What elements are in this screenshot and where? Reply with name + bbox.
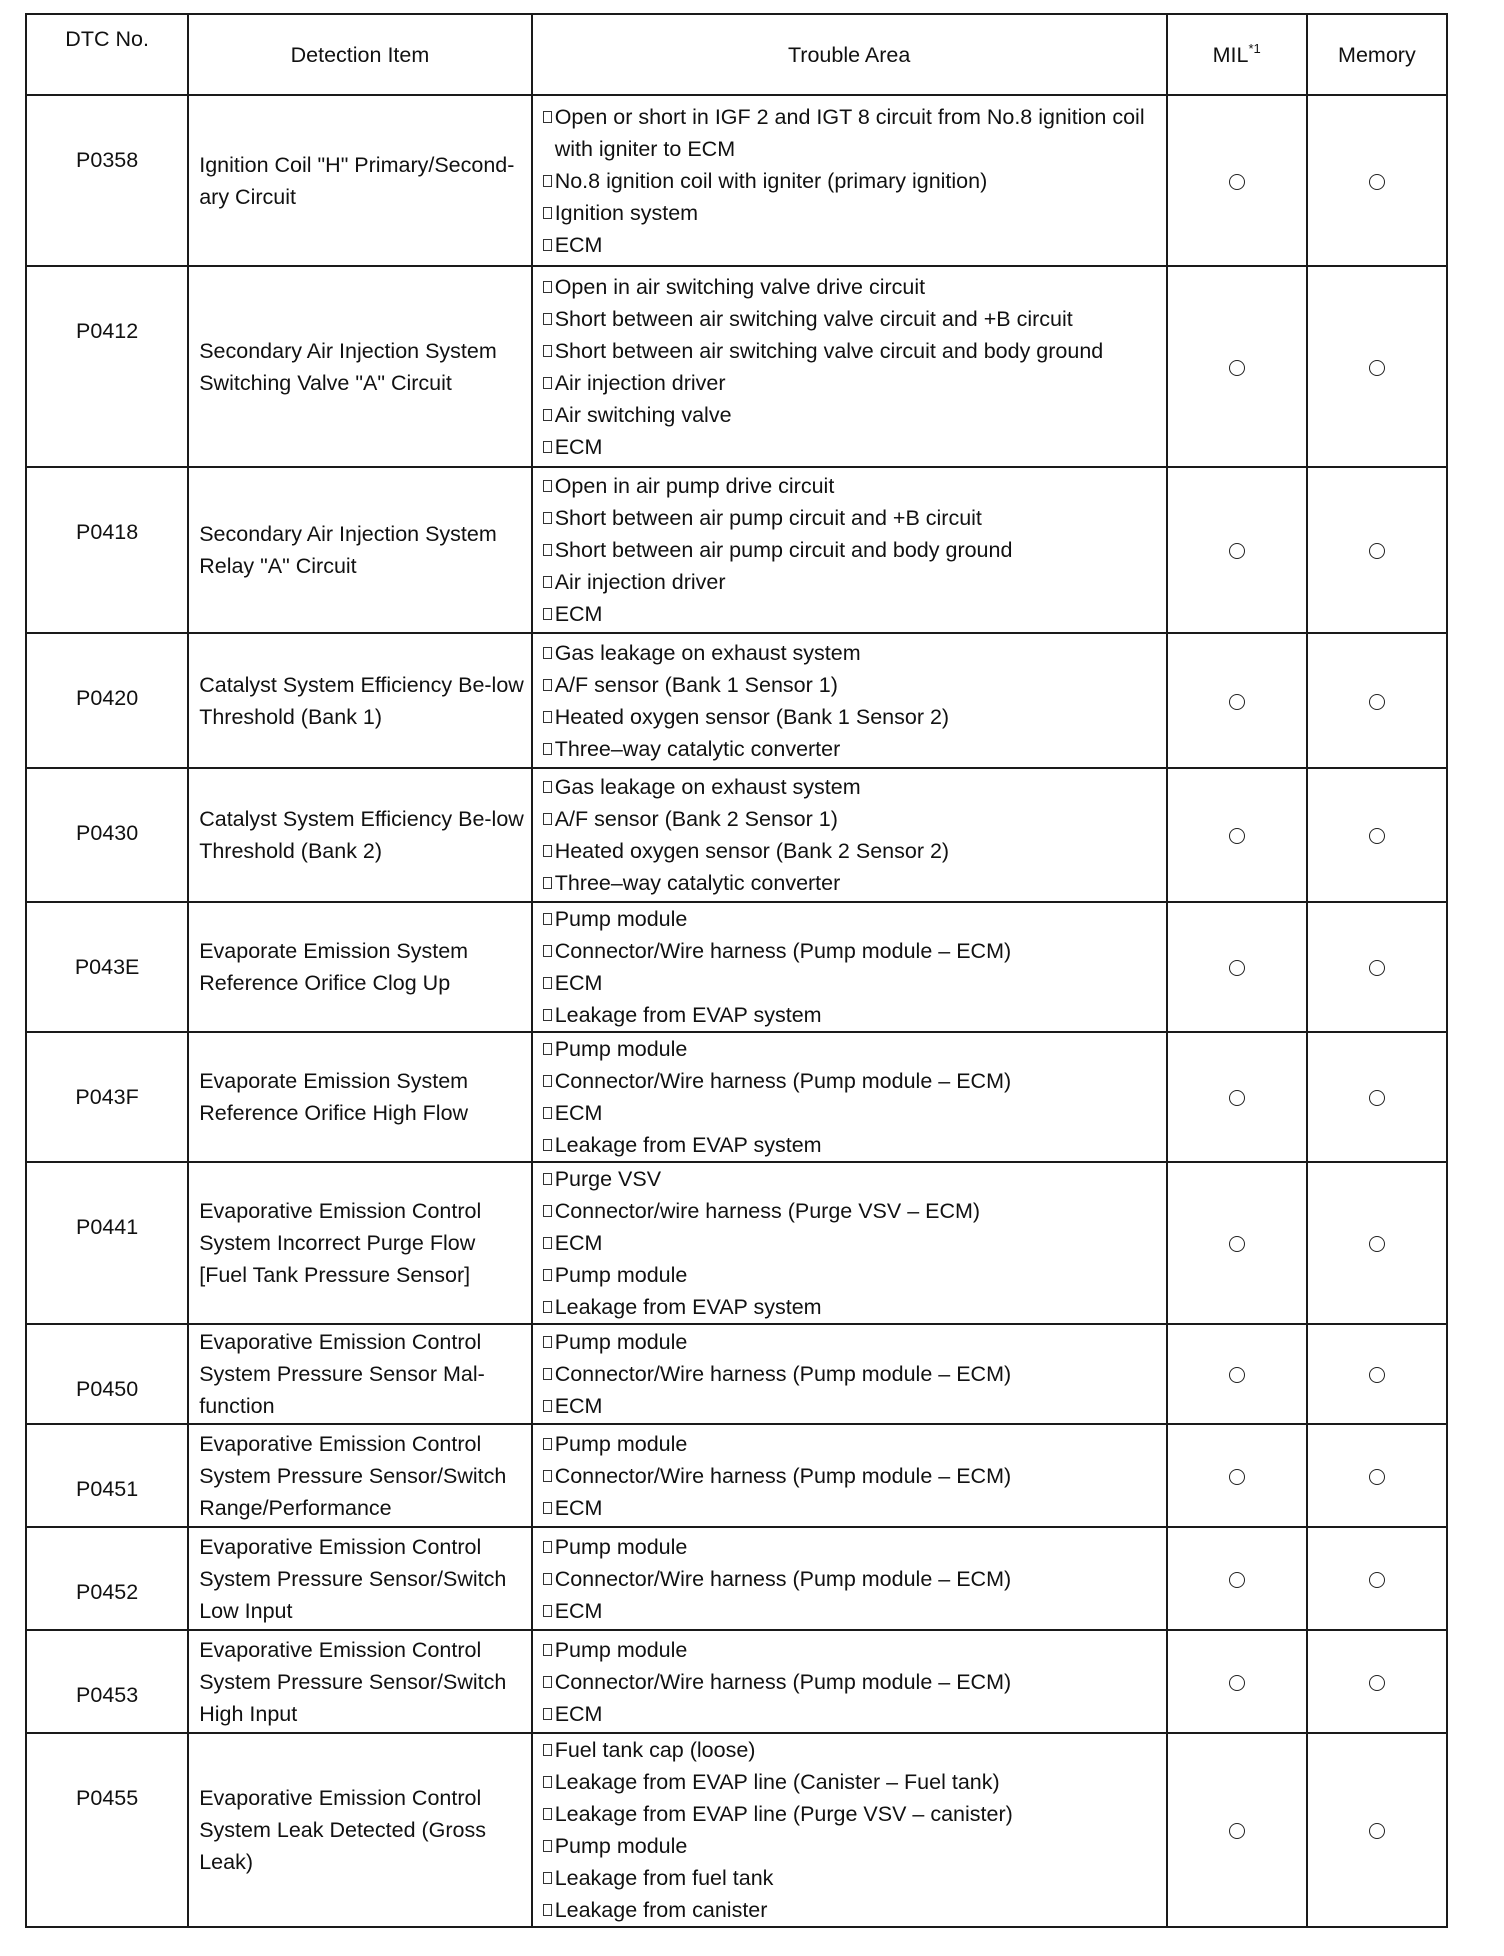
table-row bbox=[26, 95, 1447, 266]
checkbox-square-icon bbox=[543, 1075, 552, 1087]
checkbox-square-icon bbox=[543, 111, 552, 123]
trouble-area-text: Air injection driver bbox=[554, 570, 726, 594]
circle-icon bbox=[1229, 543, 1245, 559]
detection-item: Catalyst System Efficiency Be-low Threshold (Bank 1) bbox=[188, 633, 531, 768]
trouble-area-list bbox=[532, 266, 1167, 467]
trouble-area-item bbox=[543, 867, 1158, 899]
trouble-area-item bbox=[543, 835, 1158, 867]
trouble-area-text: Gas leakage on exhaust system bbox=[554, 640, 861, 665]
circle-icon bbox=[1369, 1090, 1385, 1106]
table-row bbox=[26, 1032, 1447, 1162]
mil-cell bbox=[1167, 1324, 1307, 1424]
trouble-area-item bbox=[543, 1666, 1158, 1698]
trouble-area-list bbox=[532, 633, 1167, 768]
trouble-area-text: Connector/Wire harness (Pump module – ECM) bbox=[554, 1463, 1012, 1488]
header-dtc-no: DTC No. bbox=[26, 14, 188, 95]
dtc-code: P0420 bbox=[26, 633, 188, 768]
dtc-code: P0453 bbox=[26, 1630, 188, 1733]
trouble-area-item bbox=[543, 1734, 1158, 1766]
circle-icon bbox=[1229, 960, 1245, 976]
detection-item: Evaporate Emission System Reference Orifice Clog Up bbox=[188, 902, 531, 1032]
trouble-area-text: Leakage from EVAP system bbox=[554, 1133, 822, 1157]
trouble-area-text: Pump module bbox=[554, 1834, 688, 1858]
trouble-area-item bbox=[543, 1798, 1158, 1830]
circle-icon bbox=[1229, 174, 1245, 190]
checkbox-square-icon bbox=[543, 1644, 552, 1656]
checkbox-square-icon bbox=[543, 1744, 552, 1756]
trouble-area-text: ECM bbox=[554, 602, 603, 626]
checkbox-square-icon bbox=[543, 1541, 552, 1553]
checkbox-square-icon bbox=[543, 1573, 552, 1585]
detection-item: Evaporative Emission Control System Pressure Sensor/Switch Range/Performance bbox=[188, 1424, 531, 1527]
checkbox-square-icon bbox=[543, 544, 552, 556]
checkbox-square-icon bbox=[543, 175, 552, 187]
memory-cell bbox=[1307, 1630, 1447, 1733]
trouble-area-item bbox=[543, 1830, 1158, 1862]
header-memory: Memory bbox=[1307, 14, 1447, 95]
trouble-area-text: Pump module bbox=[554, 1037, 688, 1061]
checkbox-square-icon bbox=[543, 813, 552, 825]
trouble-area-text: Open in air pump drive circuit bbox=[554, 474, 835, 498]
trouble-area-item bbox=[543, 1563, 1158, 1595]
trouble-area-list bbox=[532, 902, 1167, 1032]
memory-cell bbox=[1307, 1527, 1447, 1630]
trouble-area-item bbox=[543, 431, 1158, 463]
checkbox-square-icon bbox=[543, 480, 552, 492]
table-row bbox=[26, 1324, 1447, 1424]
dtc-code: P043F bbox=[26, 1032, 188, 1162]
trouble-area-list bbox=[532, 1424, 1167, 1527]
checkbox-square-icon bbox=[543, 743, 552, 755]
trouble-area-text: Connector/Wire harness (Pump module – ECM) bbox=[554, 1566, 1012, 1591]
circle-icon bbox=[1229, 1367, 1245, 1383]
trouble-area-item bbox=[543, 502, 1158, 534]
trouble-area-text: Connector/Wire harness (Pump module – ECM) bbox=[554, 1362, 1012, 1386]
circle-icon bbox=[1369, 174, 1385, 190]
trouble-area-text: Three–way catalytic converter bbox=[554, 871, 841, 895]
circle-icon bbox=[1229, 360, 1245, 376]
checkbox-square-icon bbox=[543, 1301, 552, 1313]
trouble-area-item bbox=[543, 470, 1158, 502]
circle-icon bbox=[1229, 1236, 1245, 1252]
dtc-code: P0452 bbox=[26, 1527, 188, 1630]
circle-icon bbox=[1369, 1823, 1385, 1839]
trouble-area-item bbox=[543, 1634, 1158, 1666]
detection-item: Catalyst System Efficiency Be-low Threshold (Bank 2) bbox=[188, 768, 531, 902]
memory-cell bbox=[1307, 1733, 1447, 1927]
detection-item: Evaporative Emission Control System Pressure Sensor/Switch Low Input bbox=[188, 1527, 531, 1630]
trouble-area-item bbox=[543, 701, 1158, 733]
circle-icon bbox=[1369, 1367, 1385, 1383]
trouble-area-item bbox=[543, 1065, 1158, 1097]
trouble-area-text: Connector/Wire harness (Pump module – ECM) bbox=[554, 939, 1012, 963]
checkbox-square-icon bbox=[543, 409, 552, 421]
dtc-code: P043E bbox=[26, 902, 188, 1032]
checkbox-square-icon bbox=[543, 377, 552, 389]
checkbox-square-icon bbox=[543, 1107, 552, 1119]
checkbox-square-icon bbox=[543, 1904, 552, 1916]
trouble-area-text: ECM bbox=[554, 434, 603, 459]
trouble-area-text: Fuel tank cap (loose) bbox=[554, 1738, 756, 1762]
circle-icon bbox=[1369, 960, 1385, 976]
dtc-code: P0430 bbox=[26, 768, 188, 902]
trouble-area-item bbox=[543, 1460, 1158, 1492]
checkbox-square-icon bbox=[543, 1043, 552, 1055]
trouble-area-text: A/F sensor (Bank 2 Sensor 1) bbox=[554, 807, 838, 831]
trouble-area-text: Connector/Wire harness (Pump module – ECM) bbox=[554, 1069, 1012, 1093]
detection-item: Evaporative Emission Control System Pressure Sensor/Switch High Input bbox=[188, 1630, 531, 1733]
checkbox-square-icon bbox=[543, 1139, 552, 1151]
checkbox-square-icon bbox=[543, 877, 552, 889]
trouble-area-text: Leakage from EVAP line (Canister – Fuel tank) bbox=[554, 1770, 1000, 1794]
dtc-code: P0450 bbox=[26, 1324, 188, 1424]
trouble-area-item bbox=[543, 935, 1158, 967]
trouble-area-text: Gas leakage on exhaust system bbox=[554, 775, 861, 799]
header-trouble-area: Trouble Area bbox=[532, 14, 1167, 95]
trouble-area-item bbox=[543, 1390, 1158, 1422]
trouble-area-text: ECM bbox=[554, 1495, 603, 1520]
trouble-area-item bbox=[543, 101, 1158, 165]
trouble-area-item bbox=[543, 903, 1158, 935]
trouble-area-text: Short between air switching valve circuit and +B circuit bbox=[554, 306, 1073, 331]
trouble-area-text: A/F sensor (Bank 1 Sensor 1) bbox=[554, 672, 838, 697]
memory-cell bbox=[1307, 1162, 1447, 1324]
trouble-area-item bbox=[543, 1227, 1158, 1259]
trouble-area-item bbox=[543, 197, 1158, 229]
memory-cell bbox=[1307, 1324, 1447, 1424]
trouble-area-item bbox=[543, 1291, 1158, 1323]
trouble-area-text: Leakage from EVAP system bbox=[554, 1003, 822, 1027]
table-row bbox=[26, 1630, 1447, 1733]
table-row bbox=[26, 467, 1447, 633]
dtc-code: P0358 bbox=[26, 95, 188, 266]
trouble-area-item bbox=[543, 1163, 1158, 1195]
checkbox-square-icon bbox=[543, 1009, 552, 1021]
trouble-area-item bbox=[543, 1766, 1158, 1798]
trouble-area-text: Air switching valve bbox=[554, 402, 732, 427]
memory-cell bbox=[1307, 902, 1447, 1032]
circle-icon bbox=[1369, 828, 1385, 844]
trouble-area-list bbox=[532, 1527, 1167, 1630]
dtc-code: P0451 bbox=[26, 1424, 188, 1527]
trouble-area-text: Pump module bbox=[554, 1534, 688, 1559]
trouble-area-text: ECM bbox=[554, 1394, 603, 1418]
memory-cell bbox=[1307, 633, 1447, 768]
trouble-area-list bbox=[532, 1733, 1167, 1927]
circle-icon bbox=[1369, 1469, 1385, 1485]
trouble-area-text: ECM bbox=[554, 1701, 603, 1726]
memory-cell bbox=[1307, 95, 1447, 266]
trouble-area-item bbox=[543, 1033, 1158, 1065]
detection-item: Evaporative Emission Control System Incorrect Purge Flow [Fuel Tank Pressure Sensor] bbox=[188, 1162, 531, 1324]
mil-cell bbox=[1167, 1527, 1307, 1630]
checkbox-square-icon bbox=[543, 977, 552, 989]
trouble-area-item bbox=[543, 303, 1158, 335]
trouble-area-item bbox=[543, 999, 1158, 1031]
trouble-area-item bbox=[543, 1428, 1158, 1460]
checkbox-square-icon bbox=[543, 711, 552, 723]
trouble-area-text: Pump module bbox=[554, 1330, 688, 1354]
circle-icon bbox=[1369, 1236, 1385, 1252]
table-header-row bbox=[26, 14, 1447, 95]
mil-cell bbox=[1167, 1032, 1307, 1162]
checkbox-square-icon bbox=[543, 1502, 552, 1514]
mil-cell bbox=[1167, 1630, 1307, 1733]
trouble-area-list bbox=[532, 467, 1167, 633]
trouble-area-item bbox=[543, 271, 1158, 303]
trouble-area-text: Connector/Wire harness (Pump module – ECM) bbox=[554, 1669, 1012, 1694]
trouble-area-item bbox=[543, 733, 1158, 765]
checkbox-square-icon bbox=[543, 608, 552, 620]
detection-item: Evaporative Emission Control System Leak Detected (Gross Leak) bbox=[188, 1733, 531, 1927]
table-row bbox=[26, 1733, 1447, 1927]
trouble-area-text: ECM bbox=[554, 232, 603, 257]
header-mil: MIL$^{*1}$ bbox=[1167, 14, 1307, 95]
dtc-code: P0412 bbox=[26, 266, 188, 467]
trouble-area-text: Pump module bbox=[554, 907, 688, 931]
trouble-area-list bbox=[532, 1630, 1167, 1733]
checkbox-square-icon bbox=[543, 845, 552, 857]
trouble-area-text: Short between air pump circuit and body ground bbox=[554, 538, 1013, 562]
trouble-area-text: Open or short in IGF 2 and IGT 8 circuit from No.8 ignition coil with igniter to ECM bbox=[554, 104, 1145, 161]
circle-icon bbox=[1229, 1572, 1245, 1588]
trouble-area-text: Leakage from EVAP line (Purge VSV – canister) bbox=[554, 1802, 1013, 1826]
trouble-area-text: Heated oxygen sensor (Bank 2 Sensor 2) bbox=[554, 839, 950, 863]
checkbox-square-icon bbox=[543, 1173, 552, 1185]
trouble-area-text: Pump module bbox=[554, 1431, 688, 1456]
trouble-area-item bbox=[543, 335, 1158, 367]
trouble-area-list bbox=[532, 768, 1167, 902]
table-row bbox=[26, 1424, 1447, 1527]
trouble-area-item bbox=[543, 1358, 1158, 1390]
circle-icon bbox=[1369, 543, 1385, 559]
trouble-area-list bbox=[532, 1162, 1167, 1324]
dtc-code: P0455 bbox=[26, 1733, 188, 1927]
checkbox-square-icon bbox=[543, 781, 552, 793]
circle-icon bbox=[1229, 1090, 1245, 1106]
trouble-area-text: Leakage from fuel tank bbox=[554, 1866, 774, 1890]
trouble-area-item bbox=[543, 165, 1158, 197]
trouble-area-text: Leakage from EVAP system bbox=[554, 1295, 822, 1319]
circle-icon bbox=[1369, 1675, 1385, 1691]
checkbox-square-icon bbox=[543, 1872, 552, 1884]
table-row bbox=[26, 1527, 1447, 1630]
detection-item: Evaporative Emission Control System Pressure Sensor Mal-function bbox=[188, 1324, 531, 1424]
trouble-area-text: ECM bbox=[554, 1598, 603, 1623]
checkbox-square-icon bbox=[543, 679, 552, 691]
trouble-area-item bbox=[543, 399, 1158, 431]
table-row bbox=[26, 266, 1447, 467]
circle-icon bbox=[1369, 1572, 1385, 1588]
checkbox-square-icon bbox=[543, 239, 552, 251]
checkbox-square-icon bbox=[543, 1605, 552, 1617]
memory-cell bbox=[1307, 768, 1447, 902]
checkbox-square-icon bbox=[543, 1708, 552, 1720]
trouble-area-item bbox=[543, 1259, 1158, 1291]
checkbox-square-icon bbox=[543, 1840, 552, 1852]
trouble-area-text: Connector/wire harness (Purge VSV – ECM) bbox=[554, 1199, 981, 1223]
checkbox-square-icon bbox=[543, 1438, 552, 1450]
table-row bbox=[26, 633, 1447, 768]
checkbox-square-icon bbox=[543, 441, 552, 453]
circle-icon bbox=[1229, 1675, 1245, 1691]
checkbox-square-icon bbox=[543, 1808, 552, 1820]
dtc-table bbox=[25, 13, 1448, 1928]
trouble-area-item bbox=[543, 803, 1158, 835]
trouble-area-text: Short between air switching valve circuit and body ground bbox=[554, 338, 1104, 363]
dtc-code: P0418 bbox=[26, 467, 188, 633]
mil-cell bbox=[1167, 768, 1307, 902]
trouble-area-list bbox=[532, 95, 1167, 266]
trouble-area-item bbox=[543, 598, 1158, 630]
trouble-area-item bbox=[543, 967, 1158, 999]
checkbox-square-icon bbox=[543, 945, 552, 957]
trouble-area-item bbox=[543, 1326, 1158, 1358]
checkbox-square-icon bbox=[543, 1400, 552, 1412]
checkbox-square-icon bbox=[543, 913, 552, 925]
trouble-area-item bbox=[543, 367, 1158, 399]
trouble-area-item bbox=[543, 1195, 1158, 1227]
trouble-area-item bbox=[543, 669, 1158, 701]
trouble-area-item bbox=[543, 1894, 1158, 1926]
checkbox-square-icon bbox=[543, 1205, 552, 1217]
trouble-area-text: Air injection driver bbox=[554, 370, 726, 395]
trouble-area-item bbox=[543, 637, 1158, 669]
checkbox-square-icon bbox=[543, 313, 552, 325]
checkbox-square-icon bbox=[543, 1237, 552, 1249]
mil-footnote-mark: *1 bbox=[1248, 40, 1261, 56]
mil-cell bbox=[1167, 467, 1307, 633]
trouble-area-item bbox=[543, 1698, 1158, 1730]
checkbox-square-icon bbox=[543, 1776, 552, 1788]
trouble-area-text: Leakage from canister bbox=[554, 1898, 768, 1922]
circle-icon bbox=[1229, 1469, 1245, 1485]
checkbox-square-icon bbox=[543, 1368, 552, 1380]
table-row bbox=[26, 768, 1447, 902]
trouble-area-text: Purge VSV bbox=[554, 1167, 662, 1191]
circle-icon bbox=[1229, 828, 1245, 844]
trouble-area-list bbox=[532, 1324, 1167, 1424]
trouble-area-text: Pump module bbox=[554, 1263, 688, 1287]
circle-icon bbox=[1369, 694, 1385, 710]
memory-cell bbox=[1307, 1424, 1447, 1527]
memory-cell bbox=[1307, 266, 1447, 467]
mil-cell bbox=[1167, 1733, 1307, 1927]
trouble-area-text: Ignition system bbox=[554, 200, 699, 225]
trouble-area-item bbox=[543, 1492, 1158, 1524]
memory-cell bbox=[1307, 467, 1447, 633]
checkbox-square-icon bbox=[543, 576, 552, 588]
detection-item: Ignition Coil "H" Primary/Second-ary Circuit bbox=[188, 95, 531, 266]
trouble-area-text: No.8 ignition coil with igniter (primary ignition) bbox=[554, 168, 988, 193]
trouble-area-item bbox=[543, 1129, 1158, 1161]
mil-cell bbox=[1167, 902, 1307, 1032]
mil-cell bbox=[1167, 1424, 1307, 1527]
detection-item: Secondary Air Injection System Relay "A" Circuit bbox=[188, 467, 531, 633]
checkbox-square-icon bbox=[543, 1336, 552, 1348]
checkbox-square-icon bbox=[543, 281, 552, 293]
trouble-area-item bbox=[543, 1531, 1158, 1563]
circle-icon bbox=[1369, 360, 1385, 376]
header-detection-item: Detection Item bbox=[188, 14, 531, 95]
trouble-area-text: Three–way catalytic converter bbox=[554, 736, 841, 761]
mil-cell bbox=[1167, 1162, 1307, 1324]
table-row bbox=[26, 902, 1447, 1032]
trouble-area-list bbox=[532, 1032, 1167, 1162]
checkbox-square-icon bbox=[543, 647, 552, 659]
trouble-area-item bbox=[543, 229, 1158, 261]
dtc-code: P0441 bbox=[26, 1162, 188, 1324]
trouble-area-item bbox=[543, 1595, 1158, 1627]
trouble-area-text: ECM bbox=[554, 971, 603, 995]
trouble-area-text: ECM bbox=[554, 1101, 603, 1125]
trouble-area-item bbox=[543, 534, 1158, 566]
trouble-area-text: ECM bbox=[554, 1231, 603, 1255]
memory-cell bbox=[1307, 1032, 1447, 1162]
trouble-area-text: Short between air pump circuit and +B circuit bbox=[554, 506, 982, 530]
trouble-area-item bbox=[543, 1097, 1158, 1129]
mil-cell bbox=[1167, 266, 1307, 467]
checkbox-square-icon bbox=[543, 1470, 552, 1482]
checkbox-square-icon bbox=[543, 1676, 552, 1688]
mil-cell bbox=[1167, 633, 1307, 768]
checkbox-square-icon bbox=[543, 512, 552, 524]
table-row bbox=[26, 1162, 1447, 1324]
trouble-area-text: Pump module bbox=[554, 1637, 688, 1662]
trouble-area-item bbox=[543, 1862, 1158, 1894]
trouble-area-item bbox=[543, 771, 1158, 803]
detection-item: Evaporate Emission System Reference Orifice High Flow bbox=[188, 1032, 531, 1162]
circle-icon bbox=[1229, 694, 1245, 710]
trouble-area-text: Heated oxygen sensor (Bank 1 Sensor 2) bbox=[554, 704, 950, 729]
circle-icon bbox=[1229, 1823, 1245, 1839]
mil-cell bbox=[1167, 95, 1307, 266]
trouble-area-item bbox=[543, 566, 1158, 598]
checkbox-square-icon bbox=[543, 207, 552, 219]
checkbox-square-icon bbox=[543, 1269, 552, 1281]
trouble-area-text: Open in air switching valve drive circuit bbox=[554, 274, 926, 299]
checkbox-square-icon bbox=[543, 345, 552, 357]
detection-item: Secondary Air Injection System Switching Valve "A" Circuit bbox=[188, 266, 531, 467]
